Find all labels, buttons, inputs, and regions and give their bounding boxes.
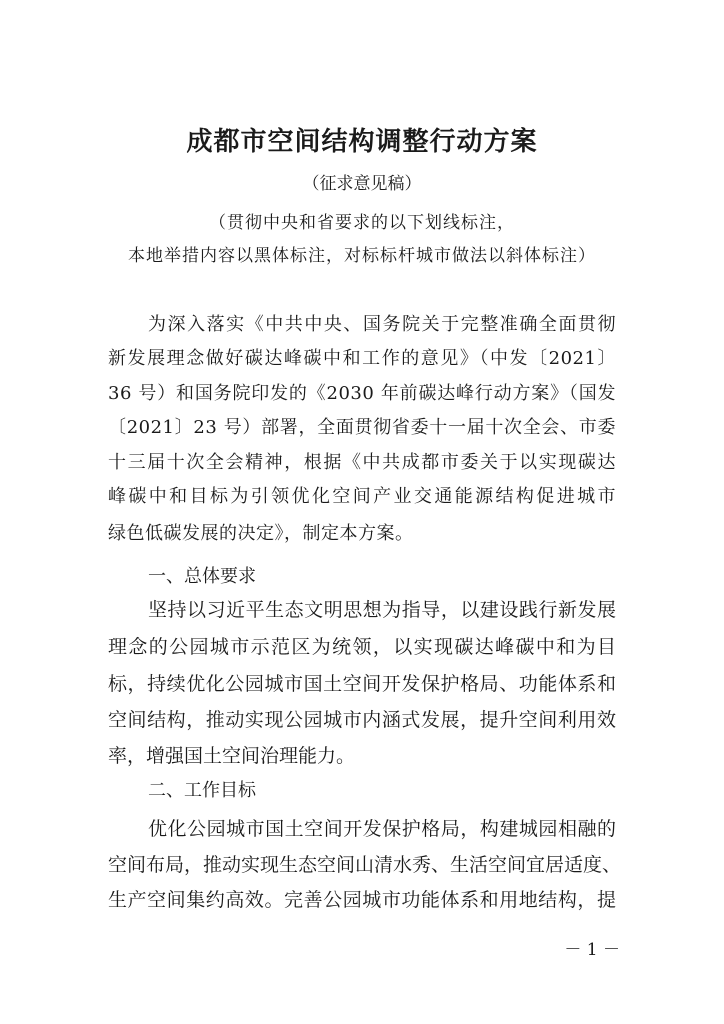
annotation-note-line: （贯彻中央和省要求的以下划线标注， [209, 213, 515, 233]
paragraph-line: 标，持续优化公园城市国土空间开发保护格局、功能体系和 [108, 673, 616, 695]
paragraph-line: 峰碳中和目标为引领优化空间产业交通能源结构促进城市 [108, 486, 616, 507]
paragraph-line: 坚持以习近平生态文明思想为指导，以建设践行新发展 [148, 599, 616, 621]
page-number: － 1 － [564, 940, 620, 960]
paragraph-line: 率，增强国土空间治理能力。 [108, 745, 356, 767]
paragraph-line: 空间结构，推动实现公园城市内涵式发展，提升空间利用效 [108, 709, 616, 731]
paragraph-line: 绿色低碳发展的决定》，制定本方案。 [108, 523, 414, 544]
paragraph-line: 为深入落实《中共中央、国务院关于完整准确全面贯彻 [148, 314, 616, 335]
paragraph-line: 空间布局，推动实现生态空间山清水秀、生活空间宜居适度、 [108, 854, 622, 876]
document-subtitle: （征求意见稿） [302, 174, 422, 194]
document-title: 成都市空间结构调整行动方案 [186, 127, 538, 157]
paragraph-line: 理念的公园城市示范区为统领，以实现碳达峰碳中和为目 [108, 636, 616, 658]
paragraph-line: 十三届十次全会精神，根据《中共成都市委关于以实现碳达 [108, 452, 616, 473]
section-heading-work-objectives: 二、工作目标 [148, 780, 256, 801]
annotation-note-line: 本地举措内容以黑体标注，对标标杆城市做法以斜体标注） [128, 246, 596, 266]
paragraph-line: 生产空间集约高效。完善公园城市功能体系和用地结构，提 [108, 889, 616, 911]
paragraph-line: 36 号）和国务院印发的《2030 年前碳达峰行动方案》（国发 [108, 383, 616, 404]
paragraph-line: 优化公园城市国土空间开发保护格局，构建城园相融的 [148, 818, 616, 840]
paragraph-line: 〔2021〕23 号）部署，全面贯彻省委十一届十次全会、市委 [108, 417, 616, 438]
paragraph-line: 新发展理念做好碳达峰碳中和工作的意见》（中发〔2021〕 [108, 348, 616, 369]
section-heading-general-requirements: 一、总体要求 [148, 566, 256, 587]
